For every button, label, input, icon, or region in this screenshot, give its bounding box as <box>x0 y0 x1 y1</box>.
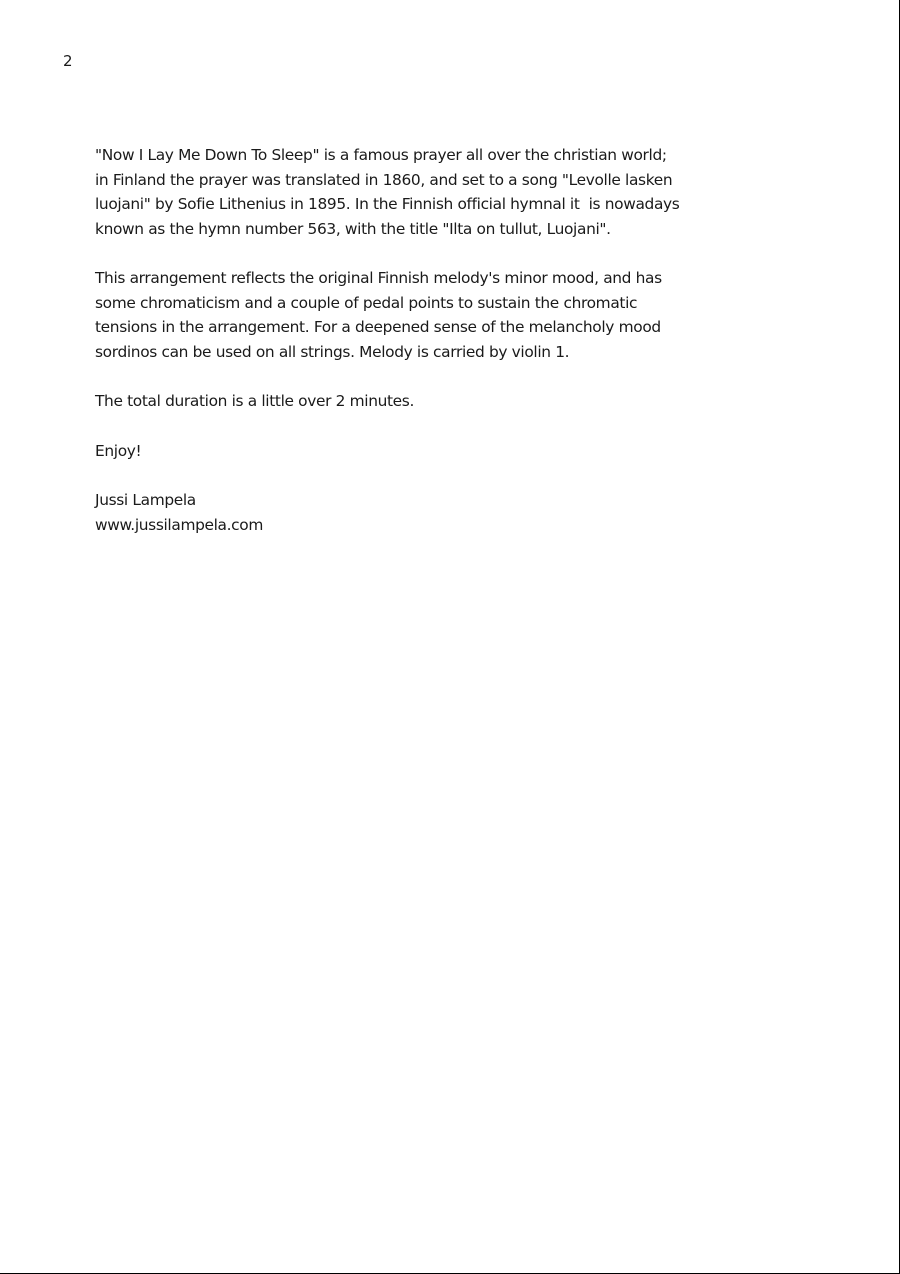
paragraph-duration <box>95 389 795 414</box>
text-line: known as the hymn number 563, with the title "Ilta on tullut, Luojani". <box>95 219 611 238</box>
text-line: The total duration is a little over 2 minutes. <box>95 392 415 410</box>
page-number: 2 <box>63 52 73 70</box>
paragraph-intro <box>95 143 795 241</box>
text-line: Enjoy! <box>95 441 142 460</box>
text-line: luojani" by Sofie Lithenius in 1895. In the Finnish official hymnal it is nowadays <box>95 195 680 213</box>
document-body <box>95 143 795 562</box>
author-name: Jussi Lampela <box>95 491 196 509</box>
text-line: in Finland the prayer was translated in 1860, and set to a song "Levolle lasken <box>95 170 673 189</box>
text-line: tensions in the arrangement. For a deepened sense of the melancholy mood <box>95 318 661 336</box>
paragraph-closing <box>95 439 795 464</box>
text-line: sordinos can be used on all strings. Melody is carried by violin 1. <box>95 342 570 361</box>
paragraph-arrangement <box>95 266 795 364</box>
text-line: some chromaticism and a couple of pedal points to sustain the chromatic <box>95 293 638 312</box>
text-line: This arrangement reflects the original Finnish melody's minor mood, and has <box>95 269 662 287</box>
signature-block <box>95 488 795 537</box>
author-website: www.jussilampela.com <box>95 515 263 534</box>
text-line: "Now I Lay Me Down To Sleep" is a famous prayer all over the christian world; <box>95 146 667 164</box>
